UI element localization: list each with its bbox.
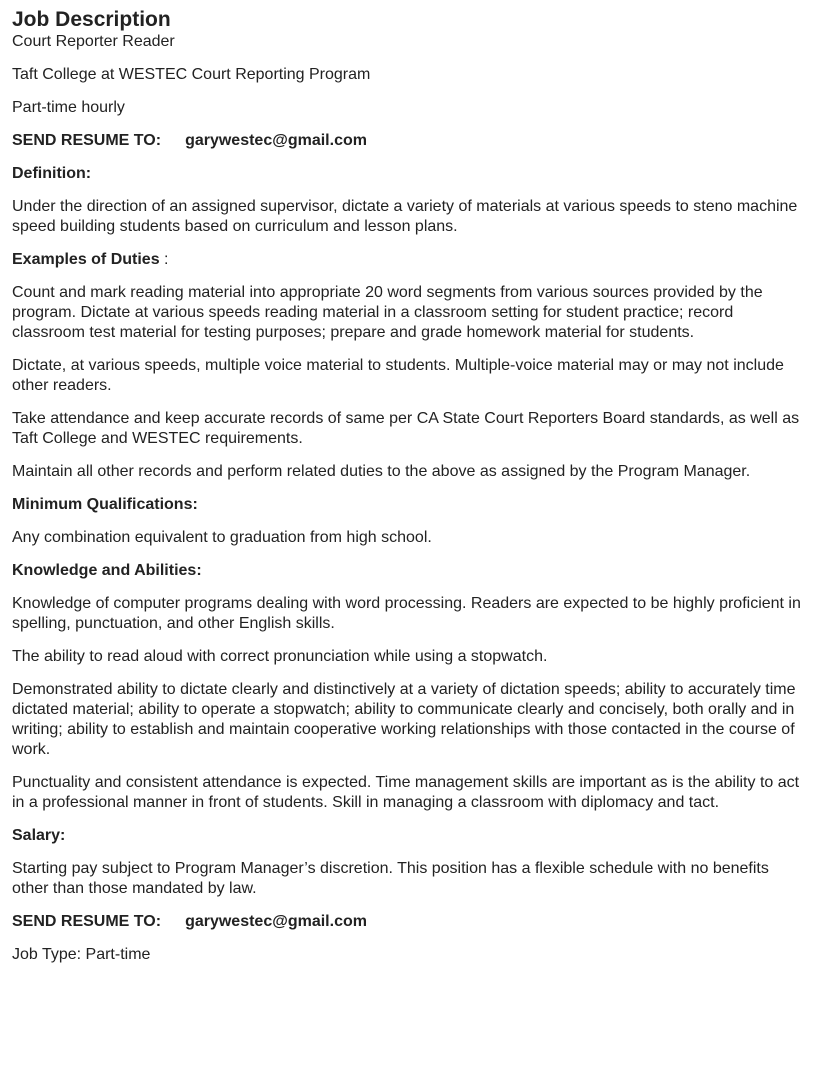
definition-text: Under the direction of an assigned supervisor, dictate a variety of materials at various speeds to steno machine speed building students based on curriculum and lesson plans. [12, 198, 798, 235]
definition-heading: Definition: [12, 165, 92, 182]
qualifications-text: Any combination equivalent to graduation from high school. [12, 529, 432, 546]
send-resume-line [12, 131, 804, 151]
duties-heading [12, 250, 804, 270]
salary-heading: Salary: [12, 827, 66, 844]
knowledge-paragraph: Demonstrated ability to dictate clearly and distinctively at a variety of dictation speeds; ability to accurately time dictated material; ability to operate a stopwatch; ability to communicate clearly and concisely, both orally and in writing; ability to establish and maintain cooperative working relationships with those contacted in the course of work. [12, 681, 796, 758]
duty-paragraph: Count and mark reading material into appropriate 20 word segments from various sources provided by the program. Dictate at various speeds reading material in a classroom setting for student practice; record classroom test material for testing purposes; prepare and grade homework material for students. [12, 284, 763, 341]
duty-paragraph: Maintain all other records and perform related duties to the above as assigned by the Program Manager. [12, 463, 751, 480]
email-link[interactable]: garywestec@gmail.com [185, 913, 367, 930]
duty-paragraph: Take attendance and keep accurate records of same per CA State Court Reporters Board standards, as well as Taft College and WESTEC requirements. [12, 410, 800, 447]
knowledge-paragraph: Knowledge of computer programs dealing with word processing. Readers are expected to be highly proficient in spelling, punctuation, and other English skills. [12, 595, 801, 632]
duties-heading-label: Examples of Duties [12, 251, 160, 268]
knowledge-paragraph: The ability to read aloud with correct pronunciation while using a stopwatch. [12, 648, 548, 665]
job-type: Job Type: Part-time [12, 946, 151, 963]
salary-text: Starting pay subject to Program Manager’s discretion. This position has a flexible schedule with no benefits other than those mandated by law. [12, 860, 769, 897]
page-title: Job Description [12, 8, 171, 31]
knowledge-heading: Knowledge and Abilities: [12, 562, 202, 579]
email-link[interactable]: garywestec@gmail.com [185, 132, 367, 149]
send-resume-line-bottom [12, 912, 804, 932]
duties-heading-colon: : [159, 251, 169, 268]
job-description-document [12, 8, 804, 978]
knowledge-paragraph: Punctuality and consistent attendance is expected. Time management skills are important as is the ability to act in a professional manner in front of students. Skill in managing a classroom with diplomacy and tact. [12, 774, 800, 811]
qualifications-heading: Minimum Qualifications: [12, 496, 198, 513]
send-resume-label: SEND RESUME TO: [12, 913, 162, 930]
employment-type: Part-time hourly [12, 99, 125, 116]
send-resume-label: SEND RESUME TO: [12, 132, 162, 149]
employer: Taft College at WESTEC Court Reporting Program [12, 66, 371, 83]
position-title: Court Reporter Reader [12, 33, 175, 50]
duty-paragraph: Dictate, at various speeds, multiple voice material to students. Multiple-voice material may or may not include other readers. [12, 357, 784, 394]
